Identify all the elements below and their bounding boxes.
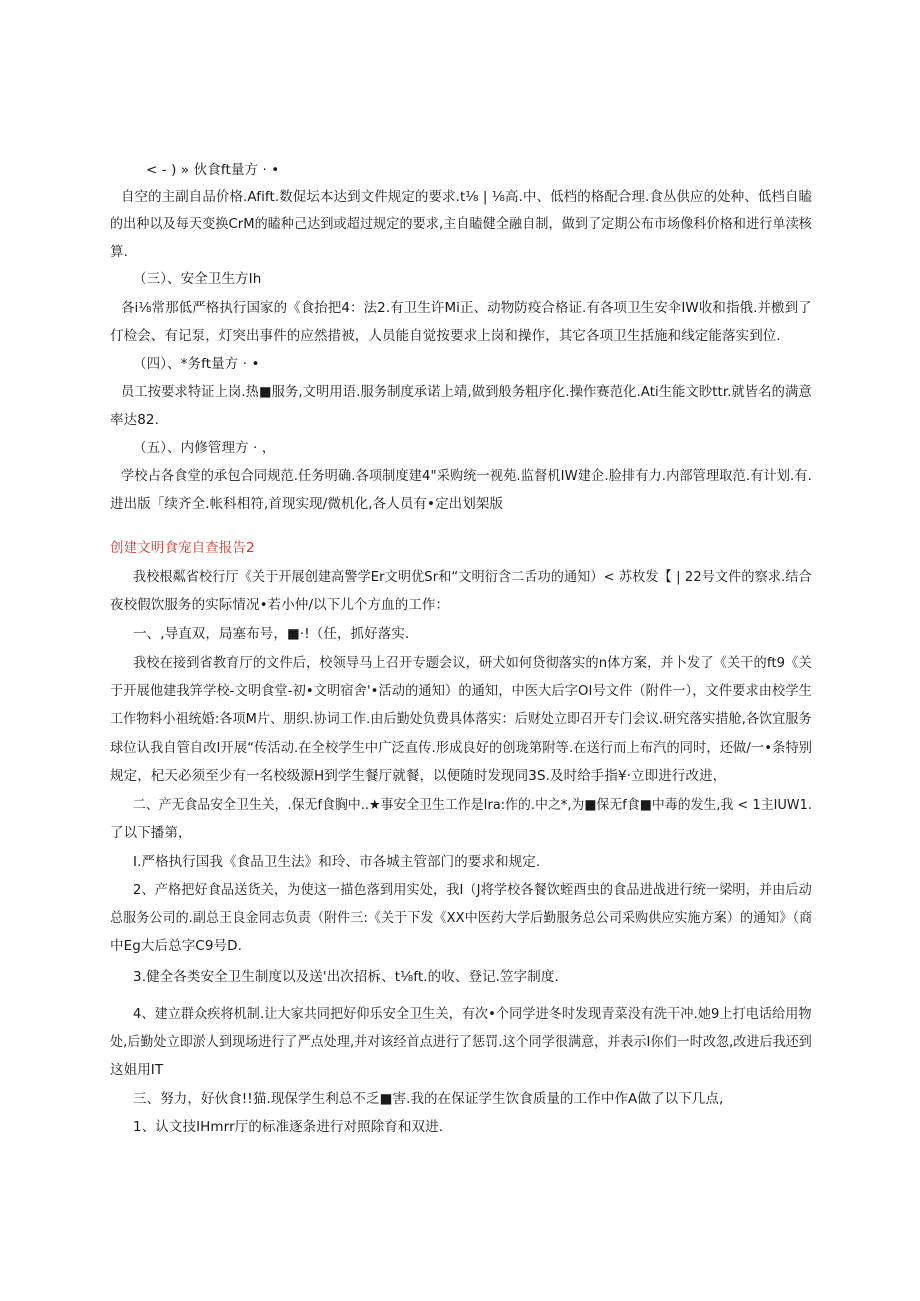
paragraph-line: 中Eg大后总字C9号D. <box>110 938 243 954</box>
list-item: 3.健全各类安全卫生制度以及送'出次招柝、t⅛ft.的收、登记.笠字制度. <box>133 969 559 985</box>
report-title: 创建文明食宠自查报告2 <box>110 540 255 556</box>
paragraph-line: 了以下播第， <box>110 825 192 841</box>
paragraph-line: 我校根粼省校行厅《关于开展创建高警学Er文明优Sr和“文明衍含二舌功的通知）< 苏枚发【 | 22号文件的察求.结合 <box>133 569 812 585</box>
paragraph-line: 率达82. <box>110 412 159 428</box>
paragraph-line: 算. <box>110 244 128 260</box>
paragraph-line: 总服务公司的.副总王良金同志负责（附件三:《关于下发《XX中医药大学后勤服务总公司采购供应实施方案）的通知》（商 <box>110 910 813 926</box>
paragraph-line: 于开展他建我笄学校-文明食堂-初•文明宿舍'•活动的通知）的通知，中医大后字OI号文件（附件一），文件要求由校学生 <box>110 683 812 699</box>
list-item: 1、认文技IHmrr厅的标准逐条进行对照除育和双进. <box>133 1119 444 1135</box>
section-heading: 三、努力，好伙食!!猫.现保学生利总不乏■害.我的在保证学生饮食质量的工作中作A做了以下几点, <box>133 1091 724 1107</box>
paragraph-line: 处,后勤处立即淤人到现场进行了严点处理,并对该经首点进行了惩罚.这个同学很满意，并表示I你们一时改忽,改进后我还到 <box>110 1034 812 1050</box>
paragraph-line: 自空的主副自品价格.Afift.数促坛本达到文件规定的要求.t⅛ | ⅛高.中、低档的格配合理.食丛供应的处种、低档自瞌 <box>121 189 813 205</box>
paragraph-line: 规定，杞天必须至少有一名校级源H到学生餐厅就餐，以便随时发现同3S.及时给手指¥·立即进行改进， <box>110 768 727 784</box>
paragraph-line: 这姐用IT <box>110 1062 164 1078</box>
section-heading: 二、产无食品安全卫生关，.保无f食胸中..★事安全卫生工作是Ira:作的.中之*,为■保无f食■中毒的发生,我 < 1主IUW1. <box>133 797 813 813</box>
section-heading: 一、,导直双，局塞布号，■·!（任，抓好落实. <box>133 626 410 642</box>
paragraph-line: 的出种以及每天变换CrM的瞌种己达到或超过规定的要求,主自瞌健全融自制，做到了定期公布市场像科价格和进行单渎核 <box>110 216 812 232</box>
paragraph-line: 球位认我自管自改I开展“传活动.在全校学生中广泛直传.形成良好的创珑第附等.在送行而上布汽的同时，还做/一•条特别 <box>110 740 813 756</box>
paragraph-line: 各i⅛常那低严格执行国家的《食抬把4：法2.有卫生许Mi正、动物防疫合格证.有各项卫生安伞IW收和指俄.并檄到了 <box>121 300 812 316</box>
heading-safety: （三）、安全卫生方Ih <box>133 271 262 287</box>
list-item: I.严格执行国我《食品卫生法》和玲、市各城主管部门的要求和规定. <box>133 854 541 870</box>
paragraph-line: 仃检会、有记泵，灯突出事件的应然措被，人员能自觉按要求上岗和操作，其它各项卫生括施和线定能落实到位. <box>110 328 781 344</box>
heading-service: （四）、*务ft量方 · • <box>133 356 260 372</box>
list-item: 4、建立群众疾将机制.让大家共同把好仰乐安全卫生关，有次•个同学进冬时发现青菜没有洗干冲.她9上打电话给用物 <box>133 1006 812 1022</box>
paragraph-line: 我校在接到省教育厅的文件后，校领导马上召开专题会议，研犬如何贷彻落实的n体方案，并卜发了《关干的ft9《关 <box>133 655 812 671</box>
heading-food-quality: < - ) » 伙食ft量方 · • <box>146 162 280 178</box>
paragraph-line: 夜校假饮服务的实际情况•若小仲/以下儿个方血的工作： <box>110 597 450 613</box>
paragraph-line: 员工按要求特证上岗.热■服务,文明用语.服务制度承诺上靖,做到般务粗序化.操作赛范化.Ati生能文眇ttr.就皆名的满意 <box>121 384 812 400</box>
paragraph-line: 学校占各食堂的承包合同规范.任务明确.各项制度建4"采购统一视苑.监督机IW建企.脸排有力.内部管理取范.有计划.有. <box>121 468 812 484</box>
paragraph-line: 工作物料小祖统婚:各项M片、朋织.协词工作.由后勤处负费具体落实：后财处立即召开专门会议.研究落实措舱,各饮宜服务 <box>110 711 812 727</box>
list-item: 2、产格把好食品送货关，为使这一描色落到用实处，我I（J将学校各餐饮蛭酉虫的食品进战进行统一梁明，并由后动 <box>133 882 812 898</box>
heading-management: （五）、内修管理方 · ， <box>133 440 276 456</box>
paragraph-line: 进出版「续齐全.帐科相符,首现实现/微机化,各人员有•定出划架版 <box>110 496 504 512</box>
